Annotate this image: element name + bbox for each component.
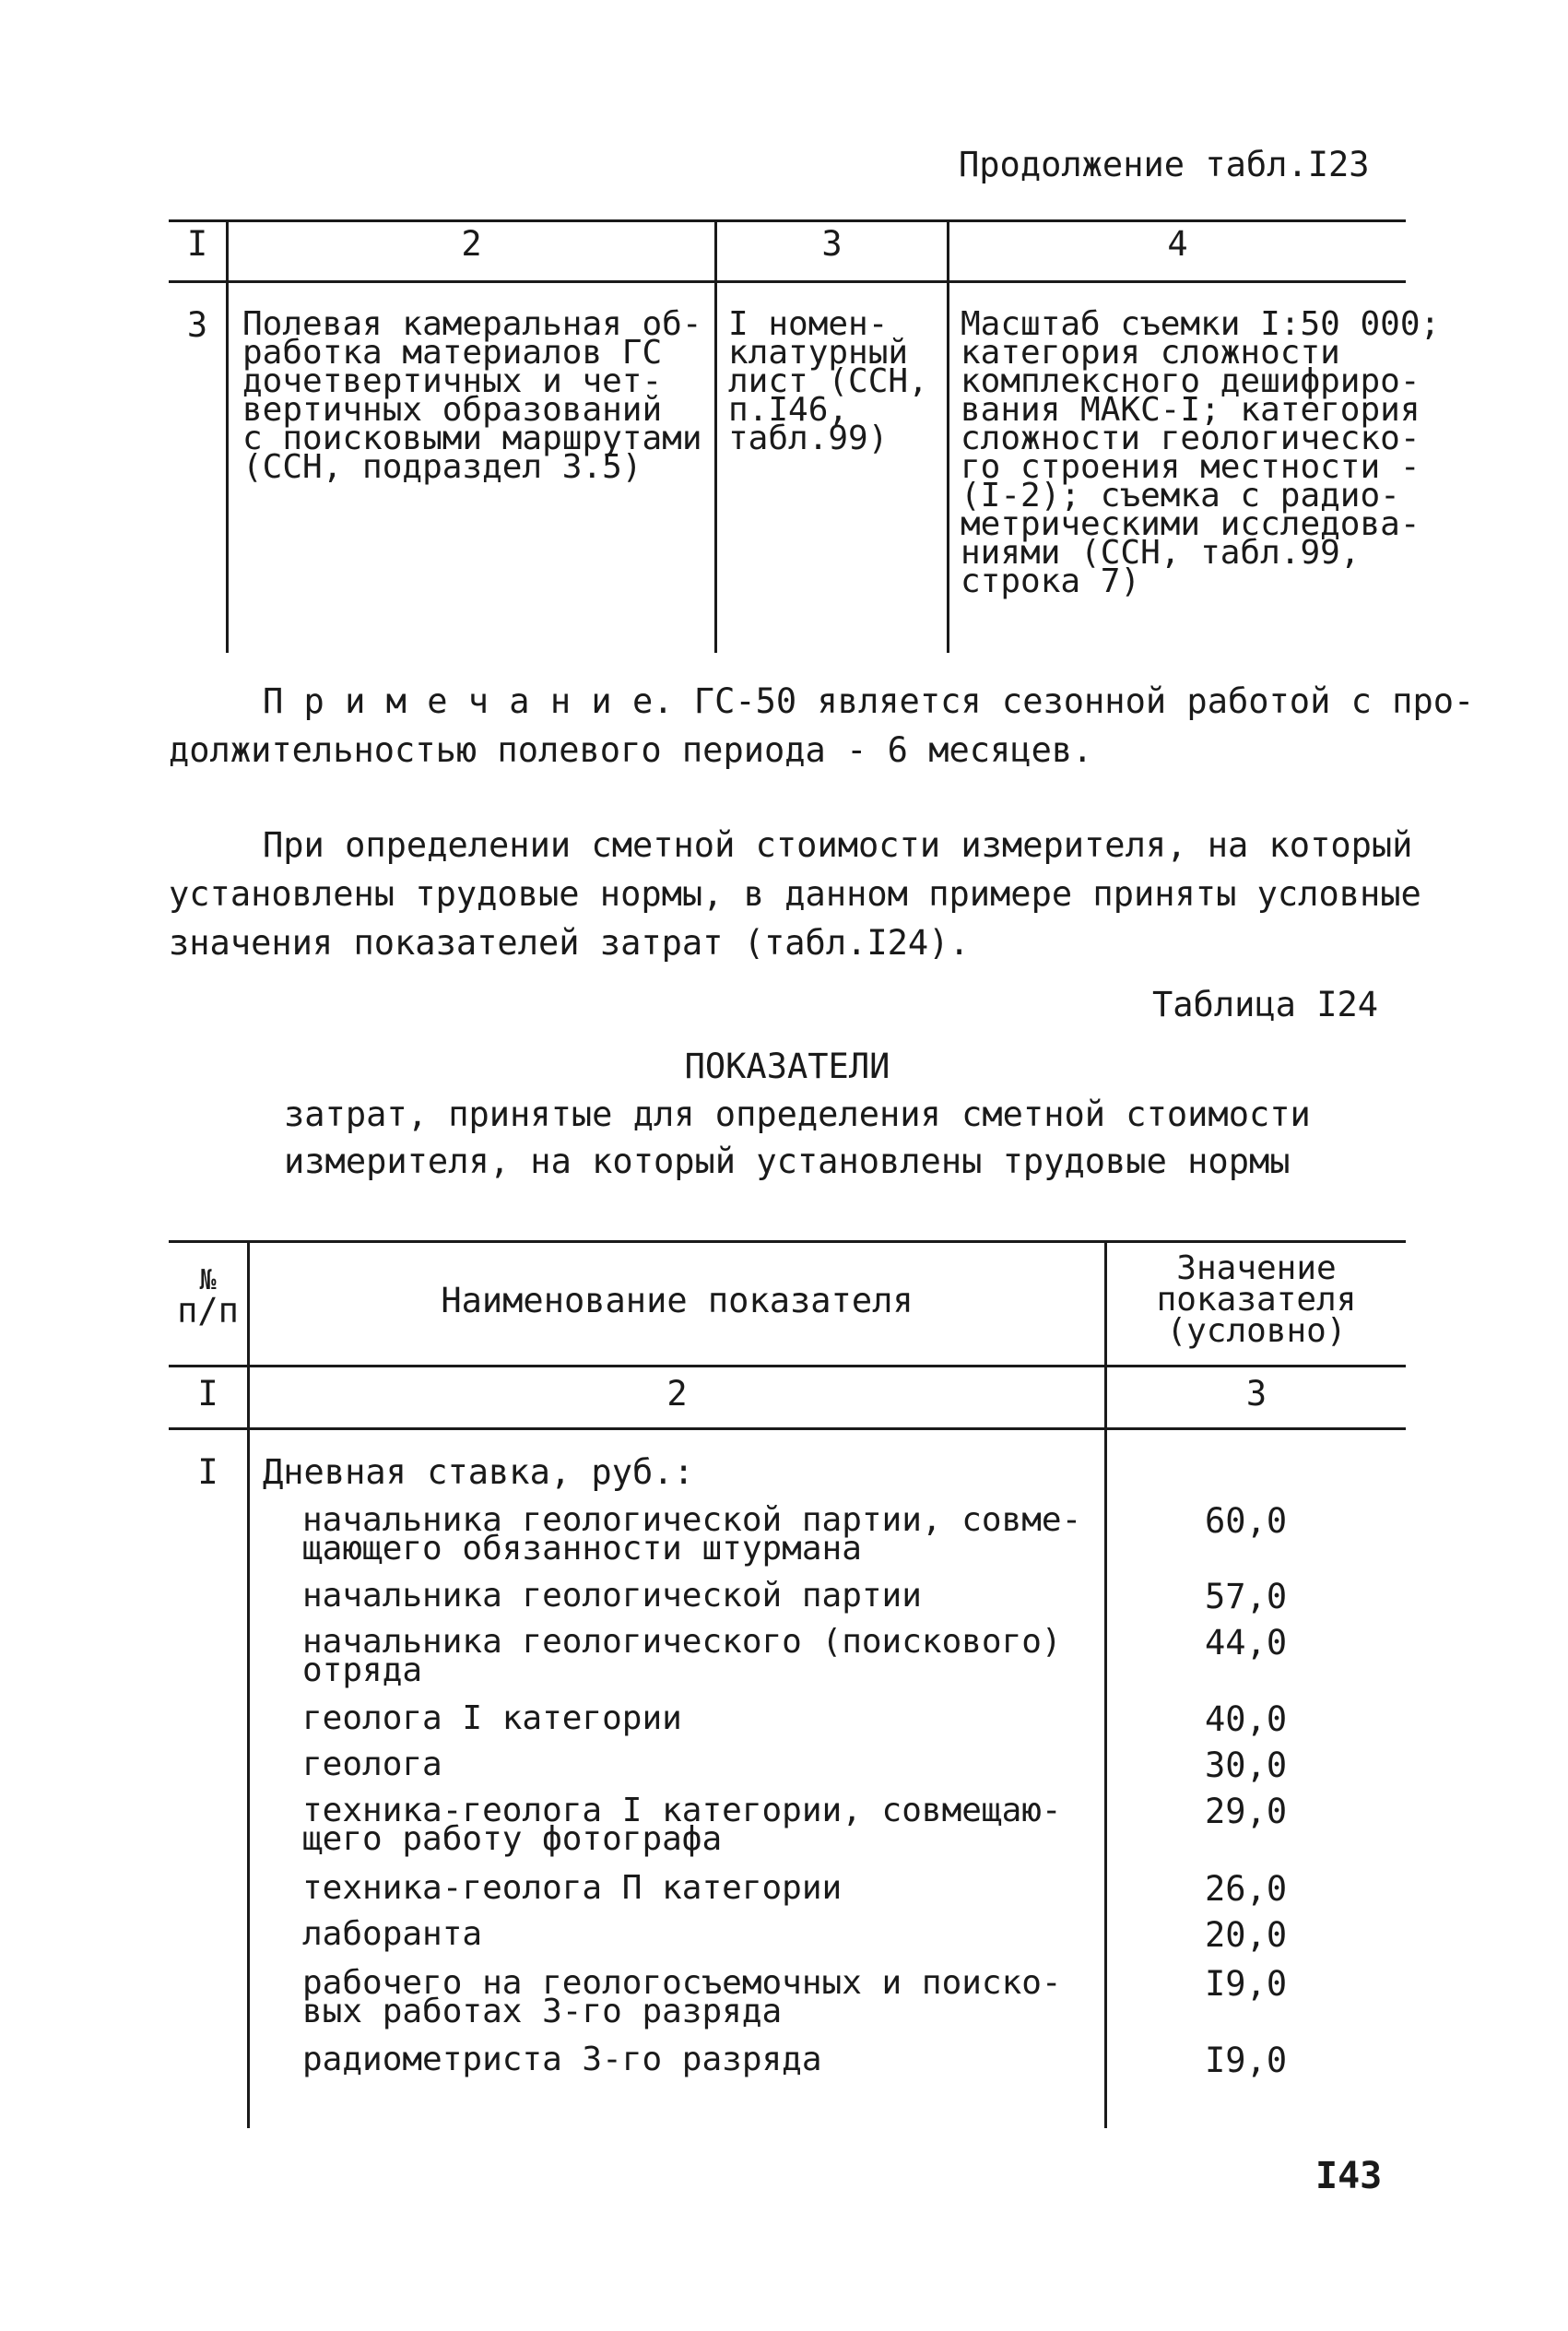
indicator-name: вых работах 3-го разряда: [302, 1993, 783, 2030]
indicator-name: геолога: [302, 1745, 442, 1783]
indicator-name: щего работу фотографа: [302, 1820, 723, 1858]
column-number: I: [186, 224, 208, 264]
table-title: ПОКАЗАТЕЛИ: [684, 1047, 890, 1086]
table-rule: [169, 219, 1406, 222]
cell-line: I номен-: [728, 305, 889, 343]
indicator-value: 60,0: [1205, 1501, 1288, 1541]
table-rule: [169, 1240, 1406, 1243]
note-line: П р и м е ч а н и е. ГС-50 является сезонной работой с про-: [263, 681, 1475, 721]
indicator-name: лаборанта: [302, 1915, 483, 1953]
cell-line: работка материалов ГС: [242, 334, 663, 372]
note-line: должительностью полевого периода - 6 месяцев.: [169, 730, 1093, 770]
table-subtitle-line: затрат, принятые для определения сметной стоимости: [284, 1095, 1311, 1134]
table-column-rule: [714, 219, 717, 653]
cell-line: го строения местности -: [961, 448, 1421, 486]
indicator-value: 26,0: [1205, 1869, 1288, 1909]
table-column-rule: [247, 1240, 250, 2128]
cell-line: строка 7): [961, 562, 1141, 600]
indicator-value: 20,0: [1205, 1915, 1288, 1955]
indicator-name: отряда: [302, 1651, 423, 1689]
table-rule: [169, 1427, 1406, 1430]
cell-line: табл.99): [728, 420, 889, 457]
group-title: Дневная ставка, руб.:: [263, 1452, 694, 1492]
indicator-name: рабочего на геологосъемочных и поиско-: [302, 1964, 1062, 2002]
cell-line: (ССН, подраздел 3.5): [242, 448, 643, 486]
indicator-value: 29,0: [1205, 1792, 1288, 1831]
cell-line: комплексного дешифриро-: [961, 362, 1421, 400]
column-number: 3: [821, 224, 843, 264]
cell-line: с поисковыми маршрутами: [242, 420, 702, 457]
cell-line: категория сложности: [961, 334, 1340, 372]
continuation-header: Продолжение табл.I23: [959, 145, 1370, 184]
indicator-value: 57,0: [1205, 1577, 1288, 1616]
indicator-name: техника-геолога П категории: [302, 1869, 843, 1907]
paragraph-line: значения показателей затрат (табл.I24).: [169, 923, 970, 963]
cell-line: сложности геологическо-: [961, 420, 1421, 457]
name-header: Наименование показателя: [441, 1281, 914, 1320]
indicator-name: техника-геолога I категории, совмещаю-: [302, 1792, 1062, 1829]
column-number: 2: [461, 224, 482, 264]
cell-line: метрическими исследова-: [961, 505, 1421, 543]
indicator-value: 40,0: [1205, 1699, 1288, 1739]
table-label: Таблица I24: [1152, 985, 1379, 1024]
column-number: 3: [1245, 1374, 1267, 1414]
paragraph-line: установлены трудовые нормы, в данном примере приняты условные: [169, 874, 1421, 914]
indicator-value: I9,0: [1205, 1964, 1288, 2004]
paragraph-line: При определении сметной стоимости измерителя, на который: [263, 825, 1413, 865]
indicator-value: I9,0: [1205, 2041, 1288, 2080]
number-header: п/п: [177, 1291, 239, 1331]
cell-line: лист (ССН,: [728, 362, 928, 400]
indicator-name: радиометриста 3-го разряда: [302, 2041, 822, 2078]
row-number: I: [197, 1452, 218, 1492]
cell-line: п.I46,: [728, 391, 849, 429]
table-rule: [169, 280, 1406, 283]
cell-line: вертичных образований: [242, 391, 663, 429]
column-number: I: [197, 1374, 218, 1414]
indicator-name: начальника геологической партии, совме-: [302, 1501, 1082, 1539]
indicator-name: геолога I категории: [302, 1699, 682, 1737]
indicator-name: щающего обязанности штурмана: [302, 1530, 862, 1568]
cell-line: вания МАКС-I; категория: [961, 391, 1421, 429]
table-subtitle-line: измерителя, на который установлены трудовые нормы: [284, 1142, 1291, 1181]
value-header-line: (условно): [1166, 1312, 1347, 1350]
indicator-value: 44,0: [1205, 1623, 1288, 1662]
table-column-rule: [1104, 1240, 1107, 2128]
value-header-line: Значение: [1176, 1249, 1337, 1287]
column-number: 4: [1167, 224, 1188, 264]
cell-line: Полевая камеральная об-: [242, 305, 702, 343]
table-column-rule: [947, 219, 949, 653]
value-header-line: показателя: [1156, 1281, 1357, 1319]
cell-line: дочетвертичных и чет-: [242, 362, 663, 400]
cell-line: Масштаб съемки I:50 000;: [961, 305, 1441, 343]
table-column-rule: [226, 219, 229, 653]
table-rule: [169, 1365, 1406, 1367]
row-number: 3: [186, 305, 208, 345]
indicator-name: начальника геологического (поискового): [302, 1623, 1062, 1661]
cell-line: (I-2); съемка с радио-: [961, 477, 1400, 515]
cell-line: клатурный: [728, 334, 909, 372]
column-number: 2: [666, 1374, 688, 1414]
indicator-value: 30,0: [1205, 1745, 1288, 1785]
page-number: I43: [1315, 2155, 1383, 2197]
number-header: №: [199, 1264, 217, 1296]
indicator-name: начальника геологической партии: [302, 1577, 922, 1615]
cell-line: ниями (ССН, табл.99,: [961, 534, 1361, 572]
